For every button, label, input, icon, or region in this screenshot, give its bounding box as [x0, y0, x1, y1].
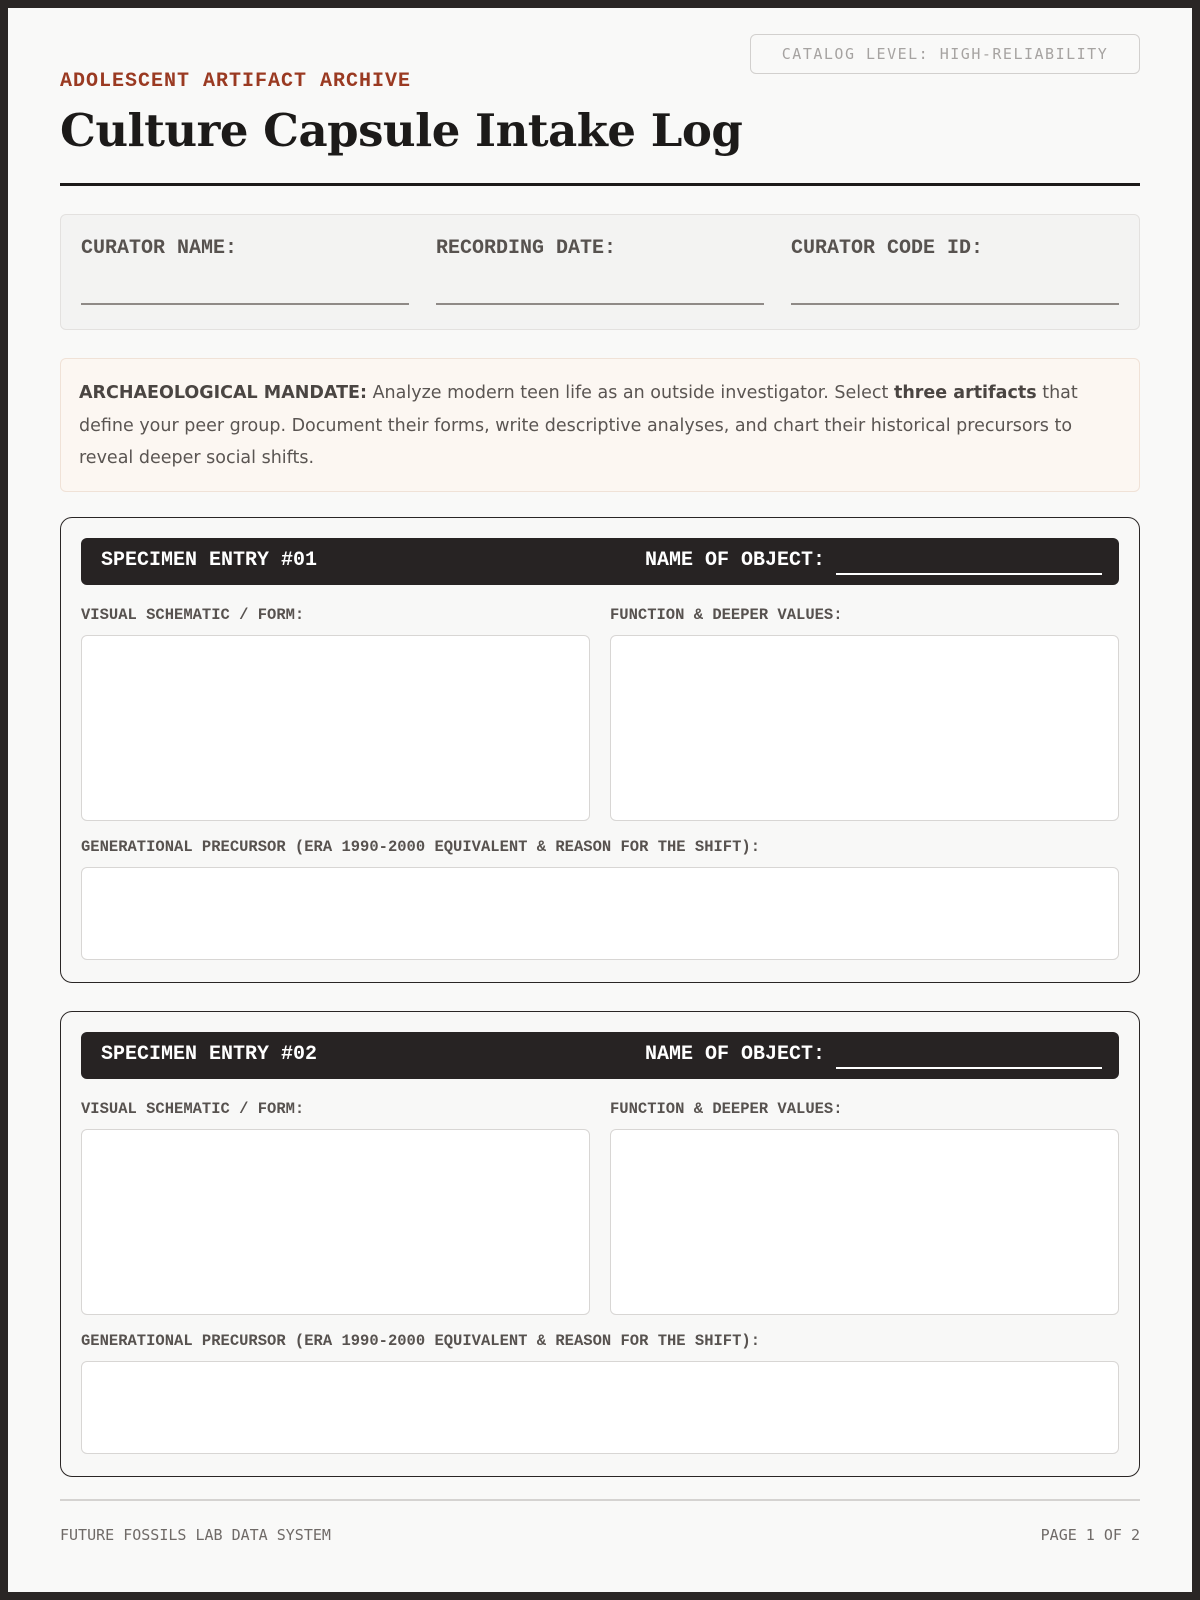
visual-schematic-label: VISUAL SCHEMATIC / FORM:	[81, 606, 305, 624]
worksheet-page	[8, 8, 1192, 1592]
object-name-label: NAME OF OBJECT:	[645, 1043, 826, 1066]
curator-code-line[interactable]	[791, 303, 1119, 305]
generational-precursor-label: GENERATIONAL PRECURSOR (ERA 1990-2000 EQUIVALENT & REASON FOR THE SHIFT):	[81, 1332, 761, 1350]
footer-divider	[60, 1499, 1140, 1501]
curator-name-line[interactable]	[81, 303, 409, 305]
page-title: Culture Capsule Intake Log	[60, 104, 743, 157]
curator-name-label: CURATOR NAME:	[81, 237, 238, 260]
catalog-level-badge: CATALOG LEVEL: HIGH-RELIABILITY	[750, 34, 1140, 74]
page-number: PAGE 1 OF 2	[1040, 1526, 1140, 1544]
recording-date-label: RECORDING DATE:	[436, 237, 617, 260]
visual-schematic-box[interactable]	[81, 635, 590, 821]
footer-system-name: FUTURE FOSSILS LAB DATA SYSTEM	[60, 1526, 331, 1544]
mandate-callout	[60, 358, 1140, 492]
specimen-entry-header	[81, 538, 1119, 585]
curator-name-field[interactable]	[81, 237, 409, 260]
function-values-box[interactable]	[610, 635, 1119, 821]
visual-schematic-label: VISUAL SCHEMATIC / FORM:	[81, 1100, 305, 1118]
specimen-entry-number: SPECIMEN ENTRY #02	[101, 1043, 318, 1066]
mandate-text-after: that define your peer group. Document their forms, write descriptive analyses, and chart their historical precursors to reveal deeper social shifts.	[79, 383, 1078, 468]
mandate-text-before: Analyze modern teen life as an outside investigator. Select	[367, 383, 894, 403]
object-name-line[interactable]	[836, 573, 1102, 575]
recording-date-field[interactable]	[436, 237, 764, 260]
curator-code-field[interactable]	[791, 237, 1119, 260]
visual-schematic-box[interactable]	[81, 1129, 590, 1315]
function-values-box[interactable]	[610, 1129, 1119, 1315]
generational-precursor-label: GENERATIONAL PRECURSOR (ERA 1990-2000 EQUIVALENT & REASON FOR THE SHIFT):	[81, 838, 761, 856]
curator-code-label: CURATOR CODE ID:	[791, 237, 984, 260]
mandate-lead: ARCHAEOLOGICAL MANDATE:	[79, 383, 367, 403]
specimen-entry-number: SPECIMEN ENTRY #01	[101, 549, 318, 572]
generational-precursor-box[interactable]	[81, 1361, 1119, 1454]
function-values-label: FUNCTION & DEEPER VALUES:	[610, 1100, 843, 1118]
title-divider	[60, 183, 1140, 186]
curator-info-panel	[60, 214, 1140, 330]
archive-eyebrow: ADOLESCENT ARTIFACT ARCHIVE	[60, 70, 412, 93]
function-values-label: FUNCTION & DEEPER VALUES:	[610, 606, 843, 624]
specimen-entry-2	[60, 1011, 1140, 1477]
specimen-entry-1	[60, 517, 1140, 983]
recording-date-line[interactable]	[436, 303, 764, 305]
specimen-entry-header	[81, 1032, 1119, 1079]
generational-precursor-box[interactable]	[81, 867, 1119, 960]
object-name-label: NAME OF OBJECT:	[645, 549, 826, 572]
object-name-line[interactable]	[836, 1067, 1102, 1069]
mandate-emphasis: three artifacts	[893, 383, 1037, 403]
